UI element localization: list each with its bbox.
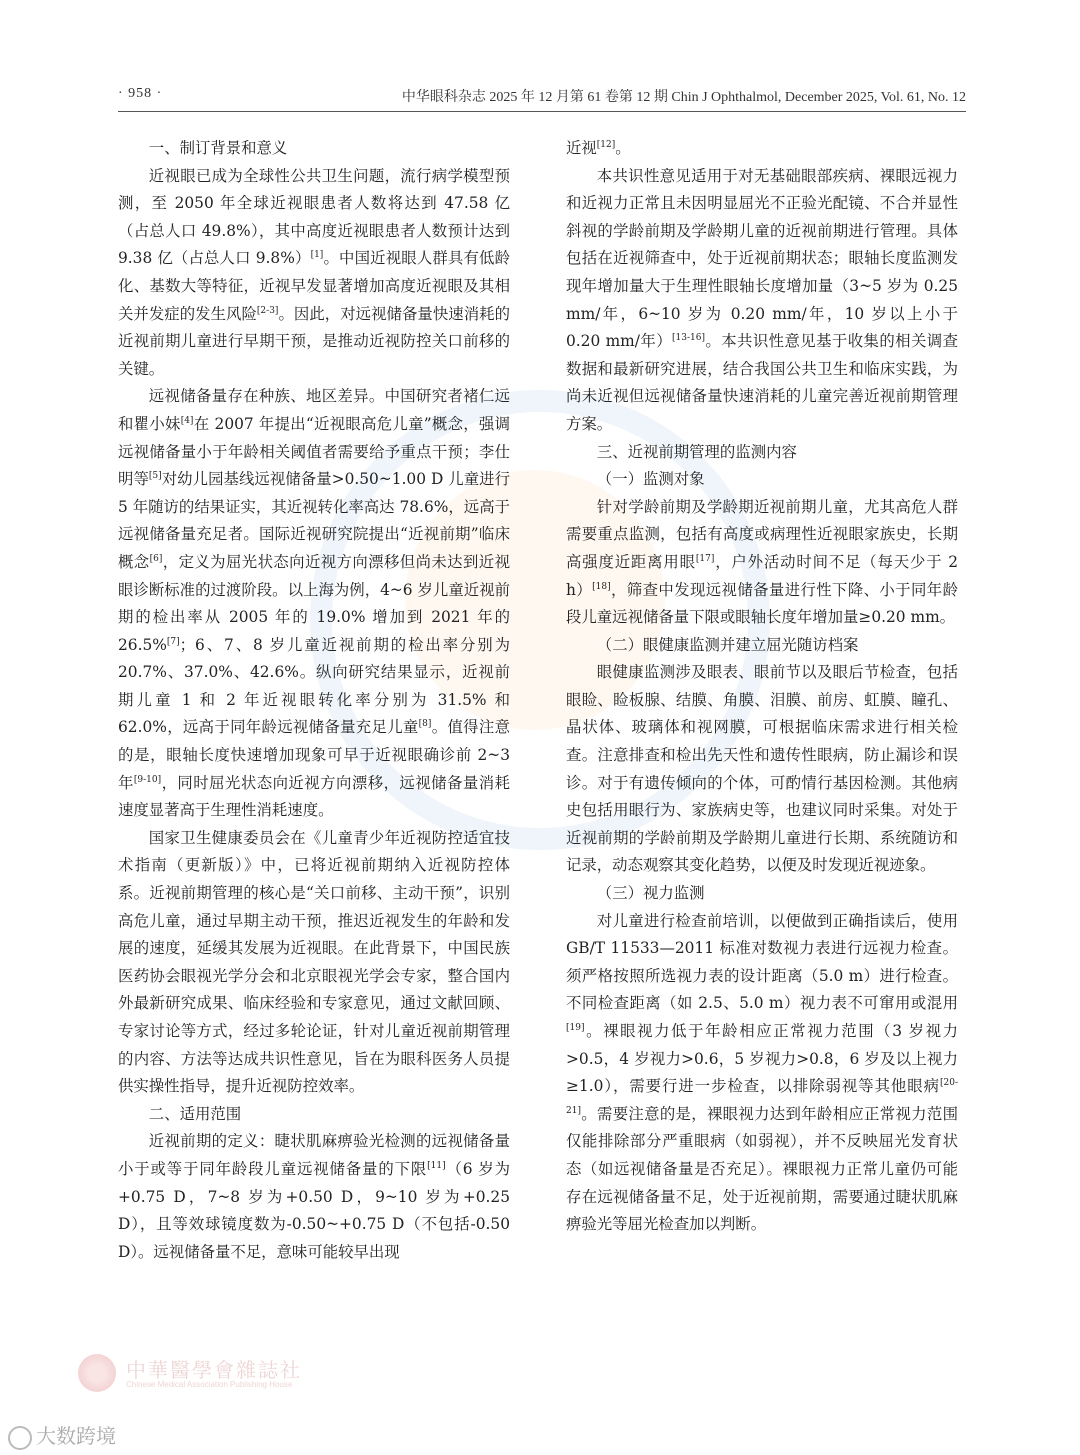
text: 。裸眼视力低于年龄相应正常视力范围（3 岁视力>0.5，4 岁视力>0.6，5 岁视力>0.8，6 岁及以上视力≥1.0），需要行进一步检查，以排除弱视等其他眼病: [566, 1022, 958, 1096]
text: 。本共识性意见基于收集的相关调查数据和最新研究进展，结合我国公共卫生和临床实践，为尚未近视但远视储备量快速消耗的儿童完善近视前期管理方案。: [566, 332, 958, 433]
paragraph-4: [118, 1128, 510, 1266]
subsection-title-3-3: （三）视力监测: [596, 884, 705, 903]
subsection-title-3-1: （一）监测对象: [596, 470, 705, 489]
text: ，户外活动时间不足（每天少于 2 h）: [566, 552, 958, 599]
text: ，筛查中发现远视储备量进行性下降、小于同年龄段儿童远视储备量下限或眼轴长度年增加量≥0.20 mm。: [566, 580, 958, 627]
citation: [5]: [148, 471, 162, 481]
paragraph-3: 国家卫生健康委员会在《儿童青少年近视防控适宜技术指南（更新版）》中，已将近视前期纳入近视防控体系。近视前期管理的核心是“关口前移、主动干预”，识别高危儿童，通过早期主动干预，推迟近视发生的年龄和发展的速度，延缓其发展为近视眼。在此背景下，中国民族医药协会眼视光学分会和北京眼视光学会专家，整合国内外最新研究成果、临床经验和专家意见，通过文献回顾、专家讨论等方式，经过多轮论证，针对儿童近视前期管理的内容、方法等达成共识性意见，旨在为眼科医务人员提供实操性指导，提升近视防控效率。: [118, 828, 510, 1096]
section-title-3: 三、近视前期管理的监测内容: [596, 442, 797, 461]
footer-brand: 大数跨境: [36, 1424, 116, 1448]
footer-watermark: [8, 1420, 208, 1450]
page-number: · 958 ·: [118, 86, 163, 101]
citation: [9-10]: [133, 774, 162, 785]
left-column: [118, 135, 510, 1266]
citation: [20-21]: [566, 1078, 958, 1116]
journal-citation: 中华眼科杂志 2025 年 12 月第 61 卷第 12 期 Chin J Ophthalmol, December 2025, Vol. 61, No. 12: [401, 90, 966, 105]
text: 对儿童进行检查前培训，以便做到正确指读后，使用 GB/T 11533—2011 标准对数视力表进行远视力检查。须严格按照所选视力表的设计距离（5.0 m）进行检查。不同检查距离（如 2.5、5.0 m）视力表不可窜用或混用: [566, 911, 958, 1013]
citation: [6]: [149, 553, 163, 564]
publisher-name-en: Chinese Medical Association Publishing House: [126, 1380, 293, 1389]
citation: [1]: [310, 250, 324, 261]
brand-icon: [8, 1426, 32, 1450]
paragraph-7: 眼健康监测涉及眼表、眼前节以及眼后节检查，包括眼睑、睑板腺、结膜、角膜、泪膜、前房、虹膜、瞳孔、晶状体、玻璃体和视网膜，可根据临床需求进行相关检查。注意排查和检出先天性和遗传性眼病，防止漏诊和误诊。对于有遗传倾向的个体，可酌情行基因检测。其他病史包括用眼行为、家族病史等，也建议同时采集。对处于近视前期的学龄前期及学龄期儿童进行长期、系统随访和记录，动态观察其变化趋势，以便及时发现近视迹象。: [566, 663, 958, 875]
text: 近视眼已成为全球性公共卫生问题，流行病学模型预测，至 2050 年全球近视眼患者人数将达到 47.58 亿（占总人口 49.8%），其中高度近视眼患者人数预计达到 9.38 亿（占总人口 9.8%）: [118, 166, 510, 268]
text: 。因此，对远视储备量快速消耗的近视前期儿童进行早期干预，是推动近视防控关口前移的关键。: [118, 304, 510, 378]
text: 。值得注意的是，眼轴长度快速增加现象可早于近视眼确诊前 2~3 年: [118, 718, 510, 792]
subsection-title-3-2: （二）眼健康监测并建立屈光随访档案: [596, 635, 859, 654]
text: 远视储备量存在种族、地区差异。中国研究者褚仁远和瞿小妹: [118, 387, 510, 433]
text: 近视前期的定义：睫状肌麻痹验光检测的远视储备量小于或等于同年龄段儿童远视储备量的下限: [118, 1132, 510, 1178]
citation: [7]: [166, 636, 180, 647]
text: 近视: [566, 139, 597, 157]
citation: [18]: [592, 581, 611, 592]
paragraph-continuation: [566, 135, 958, 163]
publisher-logo: [78, 1352, 498, 1392]
text: 针对学龄前期及学龄期近视前期儿童，尤其高危人群需要重点监测，包括有高度或病理性近视眼家族史，长期高强度近距离用眼: [566, 497, 958, 571]
citation: [11]: [427, 1160, 446, 1171]
citation: [8]: [418, 719, 432, 730]
section-title-2: 二、适用范围: [148, 1104, 242, 1123]
paragraph-2: [118, 383, 510, 825]
paragraph-6: [566, 494, 958, 632]
header-rule: [118, 111, 966, 112]
citation: [17]: [695, 553, 715, 564]
text: 在 2007 年提出“近视眼高危儿童”概念，强调远视储备量小于年龄相关阈值者需要给予重点干预；李仕明等: [118, 414, 510, 489]
section-title-1: 一、制订背景和意义: [148, 139, 288, 157]
paragraph-5: [566, 163, 958, 439]
text: 对幼儿园基线远视储备量>0.50~1.00 D 儿童进行 5 年随访的结果证实，其近视转化率高达 78.6%，远高于远视储备量充足者。国际近视研究院提出“近视前期”临床概念: [118, 470, 510, 571]
text: （6 岁为+0.75 D，7~8 岁为+0.50 D，9~10 岁为+0.25 D），且等效球镜度数为-0.50~+0.75 D（不包括-0.50 D）。远视储备量不足，意味可能较早出现: [118, 1159, 510, 1261]
text: 。: [615, 139, 631, 157]
citation: [19]: [566, 1022, 585, 1033]
page-header: [118, 86, 966, 110]
paragraph-8: [566, 908, 958, 1239]
citation: [12]: [596, 139, 616, 150]
citation: [4]: [180, 415, 194, 426]
text: 。需要注意的是，裸眼视力达到年龄相应正常视力范围仅能排除部分严重眼病（如弱视），并不反映屈光发育状态（如远视储备量是否充足）。裸眼视力正常儿童仍可能存在远视储备量不足，处于近视前期，需要通过睫状肌麻痹验光等屈光检查加以判断。: [566, 1104, 958, 1234]
paragraph-1: [118, 163, 510, 384]
text: ，定义为屈光状态向近视方向漂移但尚未达到近视眼诊断标准的过渡阶段。以上海为例，4~6 岁儿童近视前期的检出率从 2005 年的 19.0% 增加到 2021 年的 26.5%: [118, 552, 510, 654]
text: 。中国近视眼人群具有低龄化、基数大等特征，近视早发显著增加高度近视眼及其相关并发症的发生风险: [118, 249, 510, 323]
seal-icon: [78, 1354, 116, 1392]
publisher-name: 中華醫學會雜誌社: [126, 1358, 302, 1382]
text: ，同时屈光状态向近视方向漂移，远视储备量消耗速度显著高于生理性消耗速度。: [118, 773, 510, 820]
citation: [13-16]: [672, 333, 705, 344]
text: ；6、7、8 岁儿童近视前期的检出率分别为 20.7%、37.0%、42.6%。纵向研究结果显示，近视前期儿童 1 和 2 年近视眼转化率分别为 31.5% 和 62.0%，远高于同年龄远视储备量充足儿童: [118, 635, 510, 737]
text: 本共识性意见适用于对无基础眼部疾病、裸眼远视力和近视力正常且未因明显屈光不正验光配镜、不合并显性斜视的学龄前期及学龄期儿童的近视前期进行管理。具体包括在近视筛查中，处于近视前期状态；眼轴长度监测发现年增加量大于生理性眼轴长度增加量（3~5 岁为 0.25 mm/年，6~10 岁为 0.20 mm/年，10 岁以上小于 0.20 mm/年）: [566, 166, 958, 351]
right-column: [566, 135, 958, 1239]
citation: [2-3]: [256, 305, 279, 316]
